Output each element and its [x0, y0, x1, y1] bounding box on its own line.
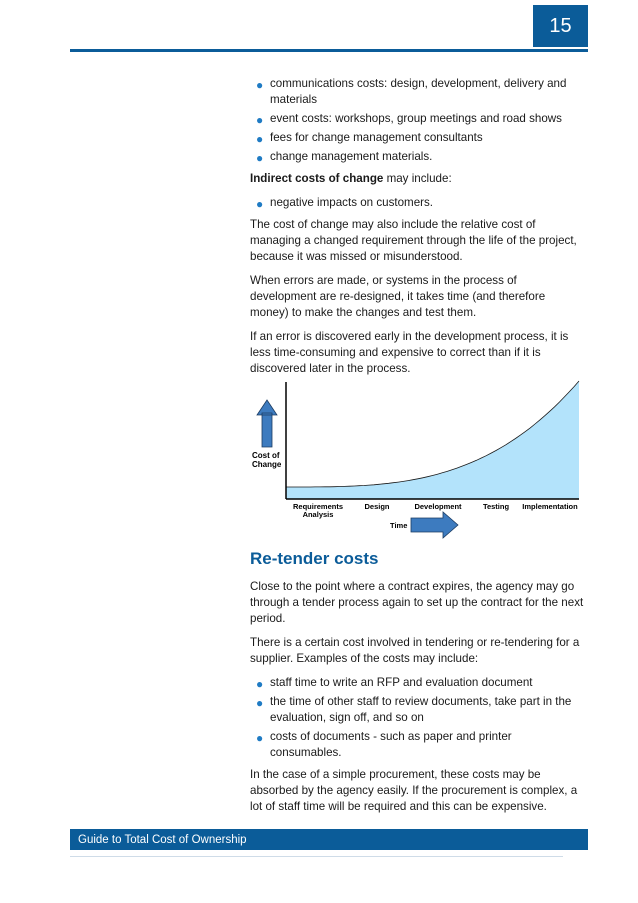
- phase-labels: [293, 502, 578, 519]
- phase-label: Requirements: [292, 502, 344, 511]
- phase-label: Analysis: [302, 510, 334, 519]
- list-item: ● fees for change management consultants: [256, 131, 483, 146]
- list-item: ● costs of documents - such as paper and printer consumables.: [256, 730, 512, 759]
- phase-label: Design: [364, 502, 390, 511]
- phase-label: Testing: [482, 502, 510, 511]
- bullet-icon: ●: [256, 151, 264, 165]
- list-item: ● change management materials.: [256, 150, 433, 165]
- bullet-icon: ●: [256, 113, 264, 127]
- footer-bar: [70, 829, 588, 850]
- paragraph: There is a certain cost involved in tendering or re-tendering for a supplier. Examples of the costs may include:: [250, 636, 580, 665]
- bullet-icon: ●: [256, 731, 264, 745]
- paragraph: The cost of change may also include the relative cost of managing a changed requirement through the life of the project, because it was missed or misunderstood.: [250, 218, 577, 263]
- bullet-icon: ●: [256, 132, 264, 146]
- main-content-top: [250, 76, 585, 385]
- bullet-icon: ●: [256, 696, 264, 710]
- cost-of-change-chart: [248, 378, 588, 540]
- y-axis-label-line2: Change: [252, 460, 282, 469]
- list-item: ● negative impacts on customers.: [256, 196, 434, 211]
- list-item: ● event costs: workshops, group meetings and road shows: [256, 112, 562, 127]
- phase-label: Development: [414, 502, 462, 511]
- page-number-box: [533, 5, 588, 47]
- section-heading: Re-tender costs: [250, 549, 379, 568]
- footer-rule: [70, 856, 563, 857]
- cost-curve-area: [286, 381, 579, 499]
- paragraph: In the case of a simple procurement, these costs may be absorbed by the agency easily. If the procurement is complex, a lot of staff time will be required and this can be expensive.: [250, 768, 578, 813]
- bullet-list-indirect: [250, 195, 585, 211]
- bullet-icon: ●: [256, 78, 264, 92]
- header-rule: [70, 49, 588, 52]
- chart-svg: [248, 378, 588, 540]
- phase-label: Implementation: [522, 502, 578, 511]
- page-number: 15: [549, 14, 572, 37]
- x-axis-label: Time: [390, 521, 408, 530]
- y-axis-label-line1: Cost of: [252, 451, 280, 460]
- paragraph: Close to the point where a contract expires, the agency may go through a tender process again to set up the contract for the next period.: [250, 580, 584, 625]
- cost-arrow-icon: [257, 400, 277, 447]
- indirect-costs-label: Indirect costs of change: [250, 172, 384, 185]
- paragraph: If an error is discovered early in the development process, it is less time-consuming and expensive to correct than if it is discovered later in the process.: [250, 330, 569, 375]
- main-content-bottom: [250, 579, 585, 823]
- bullet-icon: ●: [256, 677, 264, 691]
- bullet-list-costs: [250, 76, 585, 165]
- list-item: ● the time of other staff to review documents, take part in the evaluation, sign off, and so on: [256, 695, 572, 724]
- bullet-icon: ●: [256, 197, 264, 211]
- bullet-list-retender: [250, 675, 585, 761]
- paragraph: When errors are made, or systems in the process of development are re-designed, it takes time (and therefore money) to make the changes and test them.: [250, 274, 546, 319]
- time-arrow-icon: [411, 512, 458, 538]
- list-item: ● communications costs: design, development, delivery and materials: [256, 77, 567, 106]
- indirect-costs-intro: Indirect costs of change may include:: [250, 172, 452, 185]
- footer-title: Guide to Total Cost of Ownership: [78, 833, 247, 846]
- list-item: ● staff time to write an RFP and evaluation document: [256, 676, 533, 691]
